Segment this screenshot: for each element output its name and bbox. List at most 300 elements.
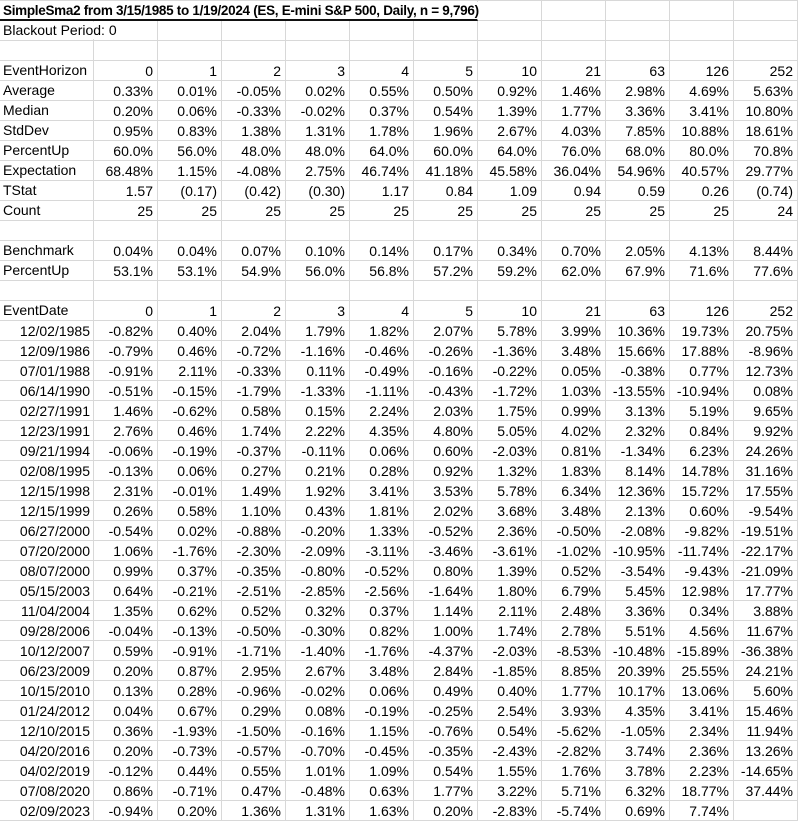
value-cell[interactable]: 0.46% — [158, 341, 222, 361]
value-cell[interactable]: 0.99% — [542, 401, 606, 421]
horizon-header-cell[interactable]: 0 — [94, 61, 158, 81]
value-cell[interactable]: 56.0% — [158, 141, 222, 161]
empty-cell[interactable] — [670, 0, 734, 21]
value-cell[interactable]: 17.88% — [670, 341, 734, 361]
event-date-cell[interactable]: 07/01/1988 — [0, 361, 94, 381]
value-cell[interactable]: 5.60% — [734, 681, 798, 701]
value-cell[interactable]: 1.55% — [478, 761, 542, 781]
value-cell[interactable]: 53.1% — [158, 261, 222, 281]
value-cell[interactable]: 24 — [734, 201, 798, 221]
horizon-header-cell[interactable]: 4 — [350, 301, 414, 321]
value-cell[interactable]: -9.54% — [734, 501, 798, 521]
value-cell[interactable]: 24.26% — [734, 441, 798, 461]
value-cell[interactable]: -9.82% — [670, 521, 734, 541]
empty-cell[interactable] — [478, 21, 542, 41]
value-cell[interactable] — [734, 801, 798, 821]
value-cell[interactable]: -0.57% — [222, 741, 286, 761]
value-cell[interactable]: 0.06% — [158, 461, 222, 481]
event-date-cell[interactable]: 04/02/2019 — [0, 761, 94, 781]
value-cell[interactable]: 4.35% — [606, 701, 670, 721]
value-cell[interactable]: 56.8% — [350, 261, 414, 281]
value-cell[interactable]: 0.54% — [414, 101, 478, 121]
value-cell[interactable]: -3.11% — [350, 541, 414, 561]
value-cell[interactable]: 0.28% — [158, 681, 222, 701]
value-cell[interactable]: -13.55% — [606, 381, 670, 401]
value-cell[interactable]: 2.07% — [414, 321, 478, 341]
horizon-header-cell[interactable]: 63 — [606, 61, 670, 81]
value-cell[interactable]: 1.35% — [94, 601, 158, 621]
value-cell[interactable]: 68.0% — [606, 141, 670, 161]
value-cell[interactable]: 0.28% — [350, 461, 414, 481]
value-cell[interactable]: 1.74% — [478, 621, 542, 641]
value-cell[interactable]: 2.11% — [158, 361, 222, 381]
value-cell[interactable]: 0.60% — [670, 501, 734, 521]
value-cell[interactable]: 2.76% — [94, 421, 158, 441]
value-cell[interactable]: -0.62% — [158, 401, 222, 421]
value-cell[interactable]: 2.36% — [670, 741, 734, 761]
value-cell[interactable]: -1.93% — [158, 721, 222, 741]
value-cell[interactable]: 0.20% — [94, 101, 158, 121]
value-cell[interactable]: -3.54% — [606, 561, 670, 581]
value-cell[interactable]: 0.06% — [158, 101, 222, 121]
value-cell[interactable]: 0.81% — [542, 441, 606, 461]
value-cell[interactable]: 15.66% — [606, 341, 670, 361]
horizon-header-cell[interactable]: 1 — [158, 61, 222, 81]
value-cell[interactable]: 3.36% — [606, 101, 670, 121]
value-cell[interactable]: 3.48% — [350, 661, 414, 681]
event-date-cell[interactable]: 10/15/2010 — [0, 681, 94, 701]
value-cell[interactable]: 2.78% — [542, 621, 606, 641]
empty-cell[interactable] — [478, 41, 542, 61]
value-cell[interactable]: -1.36% — [478, 341, 542, 361]
event-date-cell[interactable]: 08/07/2000 — [0, 561, 94, 581]
value-cell[interactable]: 64.0% — [478, 141, 542, 161]
value-cell[interactable]: -0.51% — [94, 381, 158, 401]
value-cell[interactable]: 54.96% — [606, 161, 670, 181]
value-cell[interactable]: (0.42) — [222, 181, 286, 201]
value-cell[interactable]: 0.13% — [94, 681, 158, 701]
event-date-header-row-label-cell[interactable] — [0, 301, 94, 321]
value-cell[interactable]: 10.80% — [734, 101, 798, 121]
value-cell[interactable]: 25 — [414, 201, 478, 221]
empty-cell[interactable] — [94, 281, 158, 301]
value-cell[interactable]: 2.98% — [606, 81, 670, 101]
value-cell[interactable]: 10.17% — [606, 681, 670, 701]
event-date-cell[interactable]: 12/15/1999 — [0, 501, 94, 521]
empty-cell[interactable] — [478, 281, 542, 301]
value-cell[interactable]: 4.69% — [670, 81, 734, 101]
value-cell[interactable]: 59.2% — [478, 261, 542, 281]
value-cell[interactable]: -0.13% — [158, 621, 222, 641]
value-cell[interactable]: -0.71% — [158, 781, 222, 801]
value-cell[interactable]: 0.54% — [478, 721, 542, 741]
horizon-header-cell[interactable]: 63 — [606, 301, 670, 321]
value-cell[interactable]: 0.47% — [222, 781, 286, 801]
value-cell[interactable]: -22.17% — [734, 541, 798, 561]
value-cell[interactable]: 0.46% — [158, 421, 222, 441]
event-date-cell[interactable]: 12/10/2015 — [0, 721, 94, 741]
value-cell[interactable]: 0.43% — [286, 501, 350, 521]
empty-cell[interactable] — [670, 221, 734, 241]
value-cell[interactable]: 68.48% — [94, 161, 158, 181]
value-cell[interactable]: 0.36% — [94, 721, 158, 741]
value-cell[interactable]: 25 — [606, 201, 670, 221]
event-date-cell[interactable]: 12/02/1985 — [0, 321, 94, 341]
empty-cell[interactable] — [606, 41, 670, 61]
value-cell[interactable]: -0.50% — [222, 621, 286, 641]
value-cell[interactable]: -2.08% — [606, 521, 670, 541]
empty-cell[interactable] — [670, 21, 734, 41]
value-cell[interactable]: 0.11% — [286, 361, 350, 381]
empty-cell[interactable] — [606, 0, 670, 21]
value-cell[interactable]: -0.82% — [94, 321, 158, 341]
value-cell[interactable]: -1.50% — [222, 721, 286, 741]
value-cell[interactable]: -0.52% — [414, 521, 478, 541]
value-cell[interactable]: 1.76% — [542, 761, 606, 781]
value-cell[interactable]: 15.72% — [670, 481, 734, 501]
value-cell[interactable]: 0.26% — [94, 501, 158, 521]
empty-cell[interactable] — [158, 41, 222, 61]
value-cell[interactable]: 0.02% — [158, 521, 222, 541]
value-cell[interactable]: 0.58% — [158, 501, 222, 521]
value-cell[interactable]: 76.0% — [542, 141, 606, 161]
value-cell[interactable]: 3.99% — [542, 321, 606, 341]
value-cell[interactable]: 2.11% — [478, 601, 542, 621]
value-cell[interactable]: 3.48% — [542, 501, 606, 521]
value-cell[interactable]: 0.34% — [478, 241, 542, 261]
value-cell[interactable]: 0.44% — [158, 761, 222, 781]
value-cell[interactable]: -0.70% — [286, 741, 350, 761]
value-cell[interactable]: 0.83% — [158, 121, 222, 141]
event-date-cell[interactable]: 07/08/2020 — [0, 781, 94, 801]
value-cell[interactable]: 40.57% — [670, 161, 734, 181]
value-cell[interactable]: 45.58% — [478, 161, 542, 181]
value-cell[interactable]: -0.22% — [478, 361, 542, 381]
value-cell[interactable]: 1.92% — [286, 481, 350, 501]
stat-row-label-cell[interactable] — [0, 121, 94, 141]
empty-cell[interactable] — [606, 221, 670, 241]
value-cell[interactable]: 1.17 — [350, 181, 414, 201]
value-cell[interactable]: 3.53% — [414, 481, 478, 501]
value-cell[interactable]: 0.06% — [350, 681, 414, 701]
value-cell[interactable]: 0.82% — [350, 621, 414, 641]
event-date-cell[interactable]: 09/21/1994 — [0, 441, 94, 461]
value-cell[interactable]: 1.79% — [286, 321, 350, 341]
empty-cell[interactable] — [286, 221, 350, 241]
value-cell[interactable]: -0.96% — [222, 681, 286, 701]
value-cell[interactable]: 25 — [286, 201, 350, 221]
value-cell[interactable]: -0.11% — [286, 441, 350, 461]
value-cell[interactable]: 0.54% — [414, 761, 478, 781]
value-cell[interactable]: -0.04% — [94, 621, 158, 641]
empty-cell[interactable] — [222, 41, 286, 61]
value-cell[interactable]: 4.35% — [350, 421, 414, 441]
value-cell[interactable]: 3.41% — [670, 101, 734, 121]
value-cell[interactable]: 1.96% — [414, 121, 478, 141]
value-cell[interactable]: 41.18% — [414, 161, 478, 181]
empty-cell[interactable] — [542, 41, 606, 61]
value-cell[interactable]: 0.29% — [222, 701, 286, 721]
value-cell[interactable]: 0.52% — [222, 601, 286, 621]
value-cell[interactable]: 1.00% — [414, 621, 478, 641]
horizon-header-cell[interactable]: 10 — [478, 61, 542, 81]
value-cell[interactable]: 2.31% — [94, 481, 158, 501]
value-cell[interactable]: 1.31% — [286, 121, 350, 141]
value-cell[interactable]: -36.38% — [734, 641, 798, 661]
value-cell[interactable]: 2.95% — [222, 661, 286, 681]
value-cell[interactable]: 3.68% — [478, 501, 542, 521]
value-cell[interactable]: 0.55% — [350, 81, 414, 101]
empty-cell[interactable] — [478, 221, 542, 241]
value-cell[interactable]: 0.40% — [158, 321, 222, 341]
value-cell[interactable]: 0.40% — [478, 681, 542, 701]
value-cell[interactable]: 25 — [478, 201, 542, 221]
value-cell[interactable]: 1.39% — [478, 101, 542, 121]
benchmark-row-label-cell[interactable] — [0, 241, 94, 261]
value-cell[interactable]: 0.50% — [414, 81, 478, 101]
event-date-cell[interactable]: 12/15/1998 — [0, 481, 94, 501]
value-cell[interactable]: 3.93% — [542, 701, 606, 721]
value-cell[interactable]: 1.10% — [222, 501, 286, 521]
empty-cell[interactable] — [94, 221, 158, 241]
empty-cell[interactable] — [414, 41, 478, 61]
value-cell[interactable]: 0.04% — [158, 241, 222, 261]
empty-cell[interactable] — [542, 21, 606, 41]
value-cell[interactable]: 1.09 — [478, 181, 542, 201]
value-cell[interactable]: -0.91% — [94, 361, 158, 381]
value-cell[interactable]: 46.74% — [350, 161, 414, 181]
horizon-header-cell[interactable]: 2 — [222, 301, 286, 321]
value-cell[interactable]: 2.75% — [286, 161, 350, 181]
value-cell[interactable]: 1.01% — [286, 761, 350, 781]
event-date-cell[interactable]: 10/12/2007 — [0, 641, 94, 661]
empty-cell[interactable] — [734, 0, 798, 21]
value-cell[interactable]: -8.53% — [542, 641, 606, 661]
value-cell[interactable]: -19.51% — [734, 521, 798, 541]
empty-cell[interactable] — [286, 41, 350, 61]
value-cell[interactable]: 0.21% — [286, 461, 350, 481]
value-cell[interactable]: 0.59% — [94, 641, 158, 661]
stat-row-label-cell[interactable] — [0, 141, 94, 161]
value-cell[interactable]: 25 — [222, 201, 286, 221]
value-cell[interactable]: (0.17) — [158, 181, 222, 201]
value-cell[interactable]: 2.32% — [606, 421, 670, 441]
value-cell[interactable]: -1.76% — [158, 541, 222, 561]
value-cell[interactable]: 0.26 — [670, 181, 734, 201]
value-cell[interactable]: -2.03% — [478, 641, 542, 661]
value-cell[interactable]: -0.91% — [158, 641, 222, 661]
stat-row-label-cell[interactable] — [0, 81, 94, 101]
value-cell[interactable]: -2.09% — [286, 541, 350, 561]
value-cell[interactable]: -0.72% — [222, 341, 286, 361]
value-cell[interactable]: 0.17% — [414, 241, 478, 261]
value-cell[interactable]: -0.12% — [94, 761, 158, 781]
empty-cell[interactable] — [542, 281, 606, 301]
value-cell[interactable]: 12.73% — [734, 361, 798, 381]
horizon-header-cell[interactable]: 2 — [222, 61, 286, 81]
value-cell[interactable]: 1.83% — [542, 461, 606, 481]
value-cell[interactable]: 2.67% — [478, 121, 542, 141]
empty-cell[interactable] — [158, 221, 222, 241]
value-cell[interactable]: 17.77% — [734, 581, 798, 601]
value-cell[interactable]: -1.72% — [478, 381, 542, 401]
value-cell[interactable]: 0.37% — [350, 101, 414, 121]
empty-cell[interactable] — [734, 41, 798, 61]
value-cell[interactable]: 8.14% — [606, 461, 670, 481]
stat-row-label-cell[interactable] — [0, 201, 94, 221]
empty-cell[interactable] — [734, 21, 798, 41]
value-cell[interactable]: 25 — [350, 201, 414, 221]
value-cell[interactable]: 70.8% — [734, 141, 798, 161]
horizon-header-cell[interactable]: 1 — [158, 301, 222, 321]
value-cell[interactable]: -0.45% — [350, 741, 414, 761]
horizon-header-cell[interactable]: 0 — [94, 301, 158, 321]
event-horizon-header-row-label-cell[interactable] — [0, 61, 94, 81]
value-cell[interactable]: 9.92% — [734, 421, 798, 441]
value-cell[interactable]: 1.32% — [478, 461, 542, 481]
value-cell[interactable]: 0.37% — [350, 601, 414, 621]
value-cell[interactable]: -1.34% — [606, 441, 670, 461]
value-cell[interactable]: 1.14% — [414, 601, 478, 621]
value-cell[interactable]: 1.31% — [286, 801, 350, 821]
value-cell[interactable]: 18.77% — [670, 781, 734, 801]
value-cell[interactable]: 31.16% — [734, 461, 798, 481]
value-cell[interactable]: 3.74% — [606, 741, 670, 761]
value-cell[interactable]: -0.16% — [286, 721, 350, 741]
value-cell[interactable]: 0.58% — [222, 401, 286, 421]
value-cell[interactable]: -0.46% — [350, 341, 414, 361]
empty-cell[interactable] — [350, 41, 414, 61]
empty-cell[interactable] — [478, 0, 542, 21]
value-cell[interactable]: -2.03% — [478, 441, 542, 461]
empty-cell[interactable] — [222, 21, 286, 41]
value-cell[interactable]: 0.84 — [414, 181, 478, 201]
value-cell[interactable]: -0.49% — [350, 361, 414, 381]
value-cell[interactable]: -0.50% — [542, 521, 606, 541]
value-cell[interactable]: 5.05% — [478, 421, 542, 441]
value-cell[interactable]: 0.64% — [94, 581, 158, 601]
value-cell[interactable]: 60.0% — [94, 141, 158, 161]
value-cell[interactable]: -2.30% — [222, 541, 286, 561]
value-cell[interactable]: 1.46% — [542, 81, 606, 101]
value-cell[interactable]: 12.36% — [606, 481, 670, 501]
value-cell[interactable]: 62.0% — [542, 261, 606, 281]
value-cell[interactable]: 8.44% — [734, 241, 798, 261]
value-cell[interactable]: -14.65% — [734, 761, 798, 781]
value-cell[interactable]: -0.02% — [286, 101, 350, 121]
value-cell[interactable]: 19.73% — [670, 321, 734, 341]
event-date-cell[interactable]: 06/23/2009 — [0, 661, 94, 681]
value-cell[interactable]: -3.46% — [414, 541, 478, 561]
horizon-header-cell[interactable]: 4 — [350, 61, 414, 81]
value-cell[interactable]: -0.33% — [222, 101, 286, 121]
value-cell[interactable]: -21.09% — [734, 561, 798, 581]
empty-cell[interactable] — [670, 281, 734, 301]
value-cell[interactable]: -2.83% — [478, 801, 542, 821]
value-cell[interactable]: 11.67% — [734, 621, 798, 641]
horizon-header-cell[interactable]: 5 — [414, 61, 478, 81]
value-cell[interactable]: 48.0% — [286, 141, 350, 161]
value-cell[interactable]: 1.09% — [350, 761, 414, 781]
value-cell[interactable]: 3.22% — [478, 781, 542, 801]
event-date-cell[interactable]: 11/04/2004 — [0, 601, 94, 621]
value-cell[interactable]: -1.05% — [606, 721, 670, 741]
value-cell[interactable]: 10.36% — [606, 321, 670, 341]
value-cell[interactable]: 1.57 — [94, 181, 158, 201]
value-cell[interactable]: 0.67% — [158, 701, 222, 721]
value-cell[interactable]: 6.32% — [606, 781, 670, 801]
value-cell[interactable]: -0.80% — [286, 561, 350, 581]
value-cell[interactable]: -0.35% — [414, 741, 478, 761]
value-cell[interactable]: -1.64% — [414, 581, 478, 601]
value-cell[interactable]: -0.43% — [414, 381, 478, 401]
value-cell[interactable]: -10.95% — [606, 541, 670, 561]
value-cell[interactable]: -2.43% — [478, 741, 542, 761]
stat-row-label-cell[interactable] — [0, 101, 94, 121]
value-cell[interactable]: -0.13% — [94, 461, 158, 481]
value-cell[interactable]: 1.15% — [350, 721, 414, 741]
value-cell[interactable]: 3.13% — [606, 401, 670, 421]
value-cell[interactable]: 6.34% — [542, 481, 606, 501]
event-date-cell[interactable]: 02/09/2023 — [0, 801, 94, 821]
value-cell[interactable]: 1.63% — [350, 801, 414, 821]
value-cell[interactable]: 6.79% — [542, 581, 606, 601]
value-cell[interactable]: 0.37% — [158, 561, 222, 581]
value-cell[interactable]: 25.55% — [670, 661, 734, 681]
value-cell[interactable]: 0.20% — [158, 801, 222, 821]
value-cell[interactable]: -0.25% — [414, 701, 478, 721]
value-cell[interactable]: -0.73% — [158, 741, 222, 761]
value-cell[interactable]: 77.6% — [734, 261, 798, 281]
value-cell[interactable]: 0.94 — [542, 181, 606, 201]
value-cell[interactable]: 48.0% — [222, 141, 286, 161]
value-cell[interactable]: -1.16% — [286, 341, 350, 361]
value-cell[interactable]: 0.01% — [158, 81, 222, 101]
value-cell[interactable]: 6.23% — [670, 441, 734, 461]
value-cell[interactable]: -0.30% — [286, 621, 350, 641]
empty-cell[interactable] — [670, 41, 734, 61]
empty-cell[interactable] — [158, 21, 222, 41]
value-cell[interactable]: 25 — [158, 201, 222, 221]
value-cell[interactable]: 2.05% — [606, 241, 670, 261]
horizon-header-cell[interactable]: 3 — [286, 61, 350, 81]
value-cell[interactable]: 1.39% — [478, 561, 542, 581]
value-cell[interactable]: 8.85% — [542, 661, 606, 681]
value-cell[interactable]: -10.94% — [670, 381, 734, 401]
value-cell[interactable]: 4.80% — [414, 421, 478, 441]
value-cell[interactable]: 25 — [542, 201, 606, 221]
value-cell[interactable]: 18.61% — [734, 121, 798, 141]
event-date-cell[interactable]: 12/09/1986 — [0, 341, 94, 361]
value-cell[interactable]: -1.40% — [286, 641, 350, 661]
value-cell[interactable]: 5.78% — [478, 321, 542, 341]
value-cell[interactable]: 0.08% — [286, 701, 350, 721]
value-cell[interactable]: -0.35% — [222, 561, 286, 581]
value-cell[interactable]: 24.21% — [734, 661, 798, 681]
value-cell[interactable]: 71.6% — [670, 261, 734, 281]
value-cell[interactable]: 0.20% — [94, 741, 158, 761]
empty-cell[interactable] — [94, 41, 158, 61]
empty-cell[interactable] — [542, 0, 606, 21]
value-cell[interactable]: 2.36% — [478, 521, 542, 541]
value-cell[interactable]: -1.02% — [542, 541, 606, 561]
value-cell[interactable]: 5.45% — [606, 581, 670, 601]
value-cell[interactable]: 0.63% — [350, 781, 414, 801]
value-cell[interactable]: 0.77% — [670, 361, 734, 381]
value-cell[interactable]: 0.95% — [94, 121, 158, 141]
value-cell[interactable]: 0.32% — [286, 601, 350, 621]
value-cell[interactable]: 0.20% — [414, 801, 478, 821]
